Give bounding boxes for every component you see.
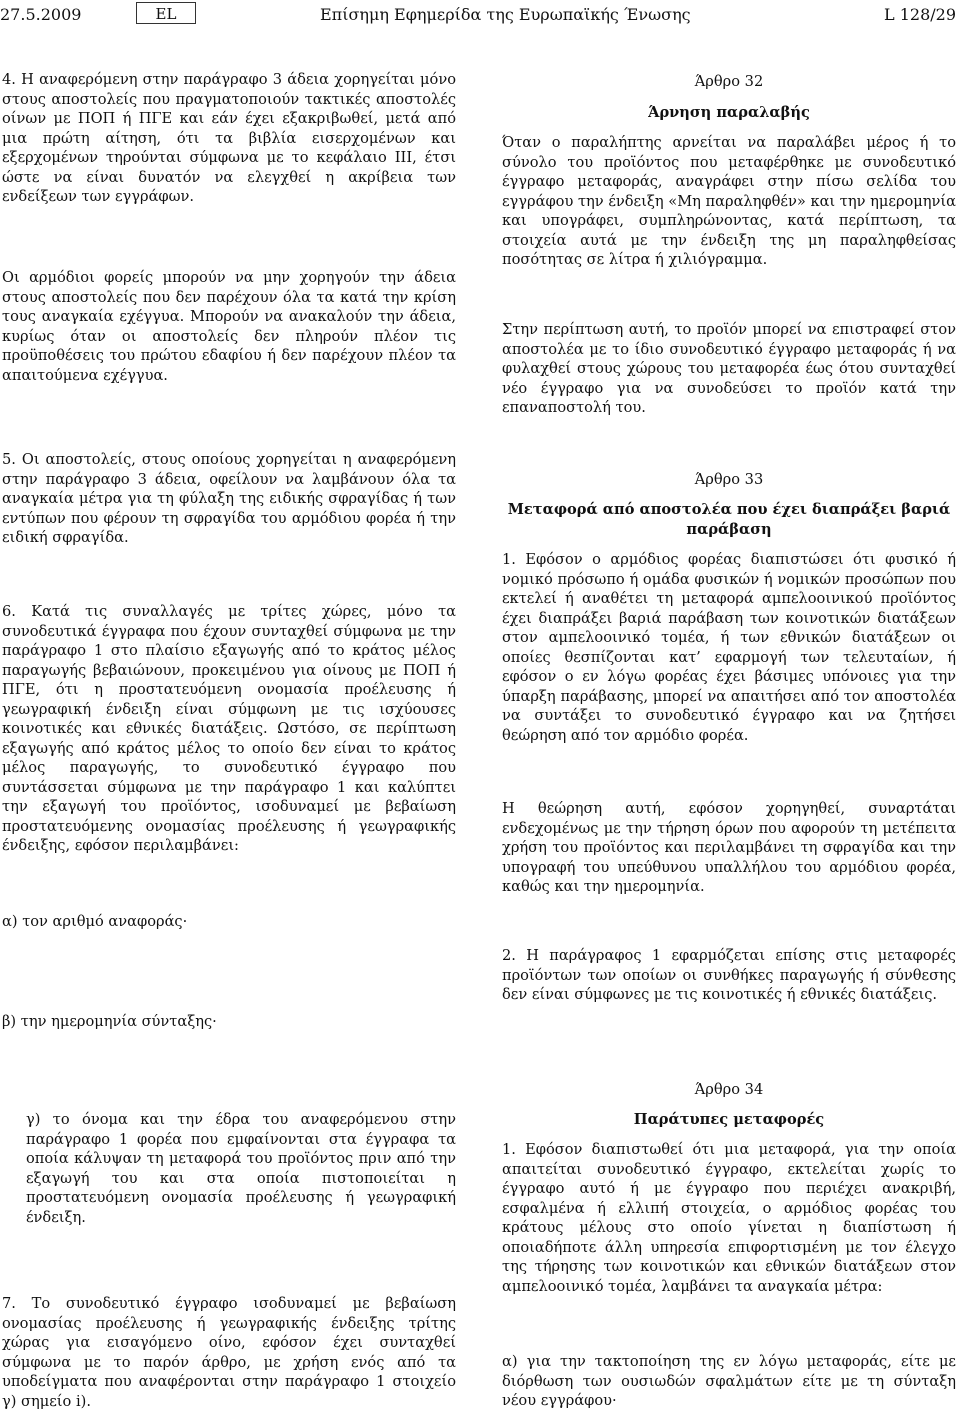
article-33-paragraph-2: Η θεώρηση αυτή, εφόσον χορηγηθεί, συναρτάται ενδεχομένως με την τήρηση όρων που αφορούν τη μετέπειτα χρήση του προϊόντος και περιλαμβάνει τη σφραγίδα και την υπογραφή του υπεύθυνου υπαλλήλου του αρμόδιου φορέα, καθώς και την ημερομηνία.: [502, 800, 956, 895]
article-34-paragraph-1: 1. Εφόσον διαπιστωθεί ότι μια μεταφορά, για την οποία απαιτείται συνοδευτικό έγγραφο, εκτελείται χωρίς το έγγραφο αυτό ή με έγγραφο που περιέχει ανακριβή, εσφαλμένα ή ελλιπή στοιχεία, ο αρμόδιος φορέας του κράτους μέλους στο οποίο γίνεται η διαπίστωση ή οποιαδήποτε άλλη υπηρεσία επιφορτισμένη με τον έλεγχο της τήρησης των κοινοτικών και εθνικών διατάξεων στον αμπελοοινικό τομέα, λαμβάνει τα αναγκαία μέτρα:: [502, 1141, 956, 1295]
journal-title: Επίσημη Εφημερίδα της Ευρωπαϊκής Ένωσης: [320, 5, 691, 24]
item-b: β) την ημερομηνία σύνταξης·: [2, 1013, 217, 1030]
right-column: [502, 0, 956, 1409]
paragraph-6: 6. Κατά τις συναλλαγές με τρίτες χώρες, μόνο τα συνοδευτικά έγγραφα που έχουν συνταχθεί σύμφωνα με την παράγραφο 1 στο πλαίσιο εξαγωγής από το κράτος μέλος παραγωγής βεβαιώνουν, προκειμένου για οίνους με ΠΟΠ ή ΠΓΕ, ότι η προστατευόμενη ονομασία προέλευσης ή γεωγραφική ένδειξη είναι σύμφωνη με τις ισχύουσες κοινοτικές και εθνικές διατάξεις. Ωστόσο, σε περίπτωση εξαγωγής από κράτος μέλος το οποίο δεν είναι το κράτος μέλος παραγωγής, το συνοδευτικό έγγραφο που συντάσσεται σύμφωνα με την παράγραφο 1 και καλύπτει την εξαγωγή του προϊόντος, ισοδυναμεί με βεβαίωση προστατευόμενης ονομασίας προέλευσης ή γεωγραφικής ένδειξης, εφόσον περιλαμβάνει:: [2, 603, 456, 854]
article-33-title: Μεταφορά από αποστολέα που έχει διαπράξει βαριά παράβαση: [507, 501, 951, 538]
item-c: γ) το όνομα και την έδρα του αναφερόμενου στην παράγραφο 1 φορέα που εμφαίνονται στα έγγραφα τα οποία κάλυψαν τη μεταφορά του προϊόντος πριν από την εξαγωγή του και στα οποία πιστοποιείται η προστατευόμενη ονομασία προέλευσης ή γεωγραφική ένδειξη.: [26, 1111, 456, 1226]
publication-date: 27.5.2009: [0, 5, 82, 24]
paragraph-4: 4. Η αναφερόμενη στην παράγραφο 3 άδεια χορηγείται μόνο στους αποστολείς που πραγματοποιούν τακτικές αποστολές οίνων με ΠΟΠ ή ΠΓΕ και εάν έχει εξακριβωθεί, μετά από μια πρώτη αίτηση, ότι τα βιβλία εισερχομένων και εξερχομένων τηρούνται σύμφωνα με το κεφάλαιο ΙΙΙ, έτσι ώστε να είναι δυνατόν να ελεγχθεί η ακρίβεια των ενδείξεων των εγγράφων.: [2, 71, 456, 205]
paragraph-5: 5. Οι αποστολείς, στους οποίους χορηγείται η αναφερόμενη στην παράγραφο 3 άδεια, οφείλουν να λαμβάνουν όλα τα αναγκαία μέτρα για τη φύλαξη της ειδικής σφραγίδας ή των εντύπων που φέρουν τη σφραγίδα του αρμόδιου φορέα ή την ειδική σφραγίδα.: [2, 451, 456, 546]
article-33-paragraph-3: 2. Η παράγραφος 1 εφαρμόζεται επίσης στις μεταφορές προϊόντων των οποίων οι συνθήκες παραγωγής ή σύνθεσης δεν είναι σύμφωνες με τις κοινοτικές ή εθνικές διατάξεις.: [502, 947, 956, 1003]
item-a: α) τον αριθμό αναφοράς·: [2, 913, 188, 930]
page-reference: L 128/29: [884, 5, 956, 24]
paragraph-7: 7. Το συνοδευτικό έγγραφο ισοδυναμεί με βεβαίωση ονομασίας προέλευσης ή γεωγραφικής ένδειξης τρίτης χώρας για εισαγόμενο οίνο, εφόσον έχει συνταχθεί σύμφωνα με το παρόν άρθρο, με χρήση ενός από τα υποδείγματα που αναφέρονται στην παράγραφο 1 στοιχείο γ) σημείο i).: [2, 1295, 456, 1410]
article-34-title: Παράτυπες μεταφορές: [633, 1111, 825, 1128]
article-32-title: Άρνηση παραλαβής: [648, 104, 810, 121]
article-34-number: Άρθρο 34: [694, 1081, 764, 1098]
paragraph-4-second: Οι αρμόδιοι φορείς μπορούν να μην χορηγούν την άδεια στους αποστολείς που δεν παρέχουν όλα τα κατά την κρίση τους αναγκαία εχέγγυα. Μπορούν να ανακαλούν την άδεια, κυρίως όταν οι αποστολείς δεν πληρούν πλέον τις προϋποθέσεις του πρώτου εδαφίου ή δεν παρέχουν πλέον τα απαιτούμενα εχέγγυα.: [2, 269, 456, 384]
language-box: EL: [136, 2, 196, 24]
article-32-paragraph-1: Όταν ο παραλήπτης αρνείται να παραλάβει μέρος ή το σύνολο του προϊόντος που μεταφέρθηκε με συνοδευτικό έγγραφο μεταφοράς, αναγράφει στην πίσω σελίδα του εγγράφου την ένδειξη «Μη παραληφθέν» και την ημερομηνία και υπογράφει, συμπληρώνοντας, κατά περίπτωση, τα στοιχεία αυτά με την ένδειξη της μη παραληφθείσας ποσότητας σε λίτρα ή χιλιόγραμμα.: [502, 134, 956, 268]
article-32-paragraph-2: Στην περίπτωση αυτή, το προϊόν μπορεί να επιστραφεί στον αποστολέα με το ίδιο συνοδευτικό έγγραφο μεταφοράς ή να φυλαχθεί στους χώρους του μεταφορέα έως ότου συνταχθεί νέο έγγραφο για να συνοδεύσει το προϊόν κατά την επαναποστολή του.: [502, 321, 956, 416]
article-32-number: Άρθρο 32: [694, 73, 764, 90]
article-34-item-a: α) για την τακτοποίηση της εν λόγω μεταφοράς, είτε με διόρθωση των ουσιωδών σφαλμάτων είτε με τη σύνταξη νέου εγγράφου·: [502, 1353, 956, 1409]
left-column: [2, 0, 456, 1410]
article-33-number: Άρθρο 33: [694, 471, 764, 488]
article-33-paragraph-1: 1. Εφόσον ο αρμόδιος φορέας διαπιστώσει ότι φυσικό ή νομικό πρόσωπο ή ομάδα φυσικών ή νομικών προσώπων που εκτελεί ή αναθέτει τη μεταφορά αμπελοοινικού προϊόντος έχει διαπράξει βαριά παράβαση των κοινοτικών διατάξεων στον αμπελοοινικό τομέα, ή των εθνικών διατάξεων οι οποίες θεσπίζονται κατ’ εφαρμογή των τελευταίων, ή εφόσον ο εν λόγω φορέας έχει βάσιμες υπόνοιες για την ύπαρξη παράβασης, μπορεί να απαιτήσει από τον αποστολέα να συντάξει το συνοδευτικό έγγραφο και να ζητήσει θεώρηση από τον αρμόδιο φορέα.: [502, 551, 956, 744]
